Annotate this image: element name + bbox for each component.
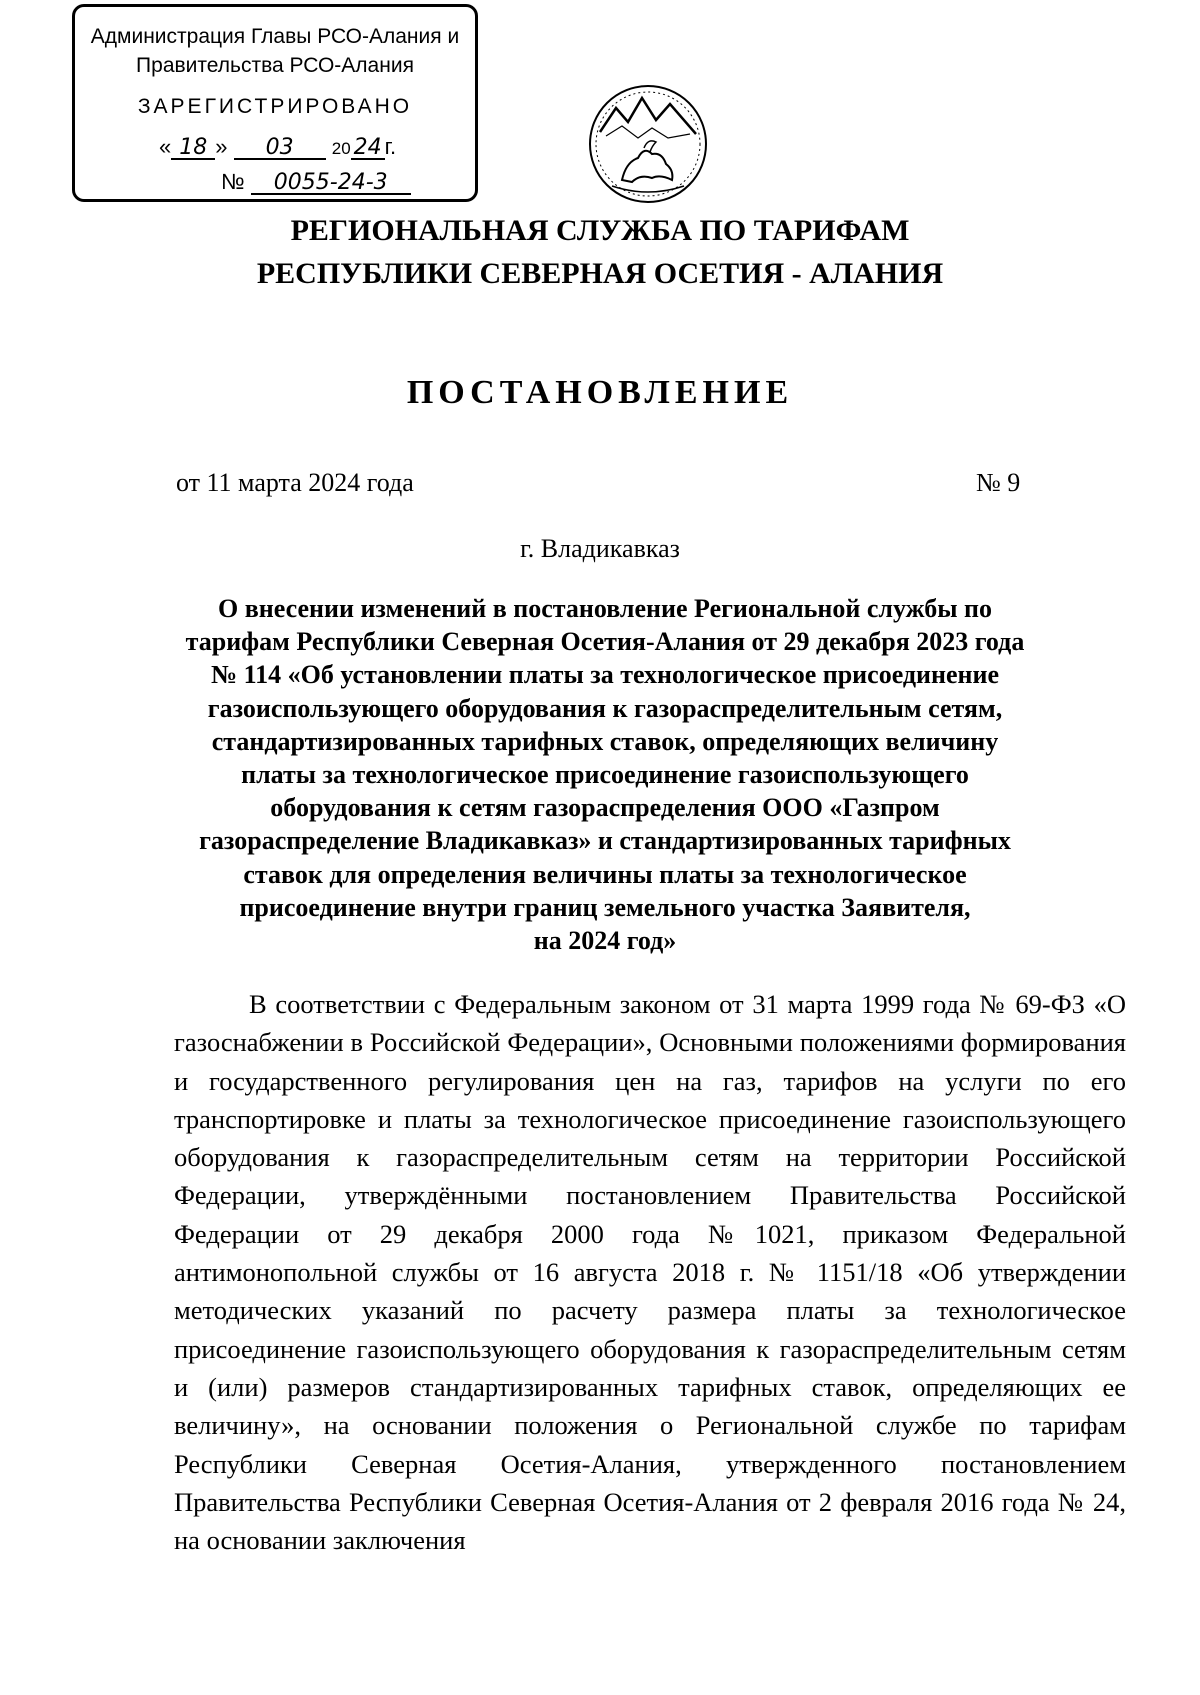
document-subject [150,592,1060,957]
subject-line: присоединение внутри границ земельного участка Заявителя, [239,892,971,922]
stamp-year-suffix: 24 [351,138,385,160]
document-type: ПОСТАНОВЛЕНИЕ [406,374,794,411]
stamp-day: 18 [171,138,215,160]
stamp-number [221,169,411,195]
stamp-year-prefix: 20 [331,139,351,158]
subject-line: платы за технологическое присоединение газоиспользующего [241,760,969,790]
stamp-number-value: 0055-24-3 [251,173,411,195]
document-date: от 11 марта 2024 года [176,468,414,497]
subject-line: № 114 «Об установлении платы за технологическое присоединение [210,660,1000,690]
document-city: г. Владикавказ [520,534,680,563]
subject-line: О внесении изменений в постановление Региональной службы по [218,594,992,623]
org-name-line-2: РЕСПУБЛИКИ СЕВЕРНАЯ ОСЕТИЯ - АЛАНИЯ [256,257,944,290]
stamp-org-line-2: Правительства РСО-Алания [136,54,414,77]
registration-stamp [72,4,478,202]
subject-line: стандартизированных тарифных ставок, определяющих величину [211,726,999,756]
stamp-month: 03 [234,138,326,160]
stamp-org-line-1: Администрация Главы РСО-Алания и [90,25,460,48]
subject-line: газоиспользующего оборудования к газораспределительным сетям, [207,693,1003,723]
subject-line: тарифам Республики Северная Осетия-Алания от 29 декабря 2023 года [185,627,1025,657]
stamp-quote-close: » [215,134,228,159]
body-paragraph: В соответствии с Федеральным законом от 31 марта 1999 года № 69-ФЗ «О газоснабжении в Российской Федерации», Основными положениями формирования и государственного регулирования цен на газ, тарифов на услуги по его транспортировке и платы за технологическое присоединение газоиспользующего оборудования к газораспределительным сетям на территории Российской Федерации, утверждёнными постановлением Правительства Российской Федерации от 29 декабря 2000 года №1021, приказом Федеральной антимонопольной службы от 16 августа 2018 г. № 1151/18 «Об утверждении методических указаний по расчету размера платы за технологическое присоединение газоиспользующего оборудования к газораспределительным сетям и (или) размеров стандартизированных тарифных ставок, определяющих ее величину», на основании положения о Региональной службе по тарифам Республики Северная Осетия-Алания, утвержденного постановлением Правительства Республики Северная Осетия-Алания от 2 февраля 2016 года № 24, на основании заключения [174,989,1126,1556]
subject-line: на 2024 год» [533,926,677,956]
stamp-quote-open: « [159,134,172,159]
document-number: № 9 [976,468,1021,497]
stamp-year-abbr: г. [384,134,397,159]
org-name-line-1: РЕГИОНАЛЬНАЯ СЛУЖБА ПО ТАРИФАМ [290,214,910,247]
coat-of-arms-icon [586,82,710,206]
subject-line: оборудования к сетям газораспределения ООО «Газпром [270,793,940,823]
stamp-number-label: № [221,169,245,194]
stamp-registered-label: ЗАРЕГИСТРИРОВАНО [137,95,413,118]
stamp-date [159,134,396,160]
subject-line: ставок для определения величины платы за технологическое [243,859,967,889]
subject-line: газораспределение Владикавказ» и стандартизированных тарифных [199,826,1011,856]
